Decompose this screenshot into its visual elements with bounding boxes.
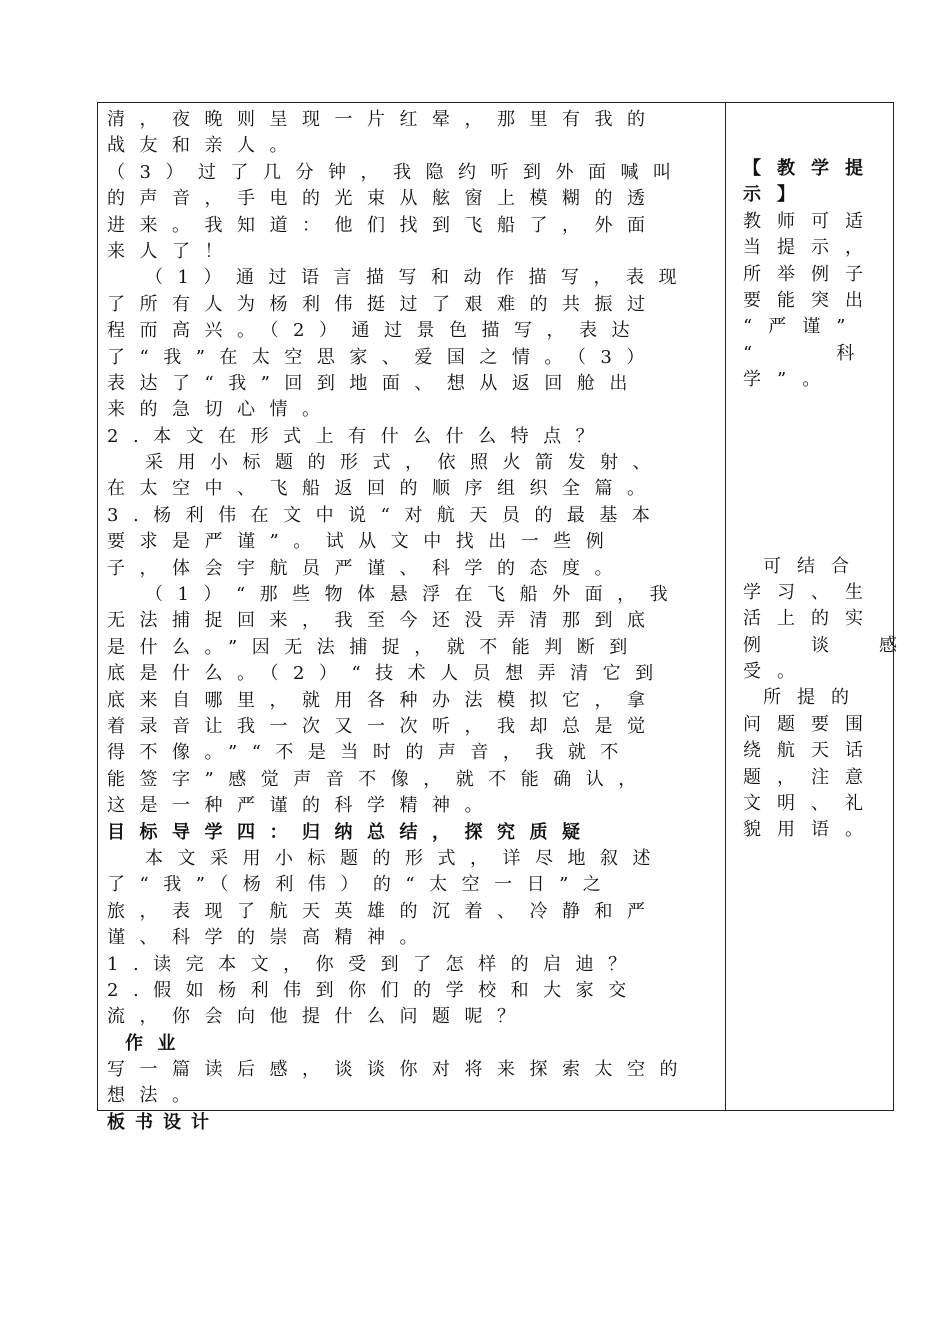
- section-heading: 目标导学四：归纳总结，探究质疑: [107, 821, 595, 843]
- text-line: 进来。我知道：他们找到飞船了，外面: [107, 214, 660, 236]
- note-line: 例 谈 感: [743, 634, 913, 656]
- text-line: 写一篇读后感，谈谈你对将来探索太空的: [107, 1059, 692, 1081]
- note-line: “ 科: [743, 342, 871, 364]
- text-line: 采用小标题的形式，依照火箭发射、: [145, 452, 665, 474]
- note-heading: 示】: [743, 184, 811, 206]
- note-line: 要能突出: [743, 289, 879, 311]
- teaching-notes-column: [726, 103, 913, 1111]
- note-heading: 【教学提: [743, 158, 879, 179]
- text-line: 谨、科学的崇高精神。: [107, 927, 432, 949]
- text-line: 来人了！: [107, 240, 237, 262]
- text-line: 战友和亲人。: [107, 135, 302, 157]
- text-line: 这是一种严谨的科学精神。: [107, 795, 497, 817]
- note-line: 貌用语。: [743, 819, 879, 841]
- text-line: 了“我”（杨利伟）的“太空一日”之: [107, 874, 616, 896]
- note-line: 当提示，: [743, 237, 879, 259]
- text-line: （1）“那些物体悬浮在飞船外面，我: [145, 584, 683, 606]
- note-line: “严谨”: [743, 316, 862, 338]
- text-line: （1）通过语言描写和动作描写，表现: [145, 267, 691, 289]
- text-line: 流，你会向他提什么问题呢？: [107, 1006, 530, 1028]
- text-line: 2.假如杨利伟到你们的学校和大家交: [107, 979, 641, 1001]
- section-heading: 作业: [125, 1032, 190, 1054]
- text-line: 3.杨利伟在文中说“对航天员的最基本: [107, 504, 665, 526]
- text-line: 是什么。”因无法捕捉，就不能判断到: [107, 636, 642, 658]
- main-content-column: [98, 103, 726, 1111]
- text-line: 要求是严谨”。试从文中找出一些例: [107, 531, 619, 553]
- text-line: 来的急切心情。: [107, 399, 335, 421]
- note-line: 绕航天话: [743, 740, 879, 762]
- text-line: 无法捕捉回来，我至今还没弄清那到底: [107, 610, 660, 632]
- text-line: 本文采用小标题的形式，详尽地叙述: [145, 847, 665, 869]
- text-line: 程而高兴。（2）通过景色描写，表达: [107, 320, 644, 342]
- text-line: 1.读完本文，你受到了怎样的启迪？: [107, 953, 641, 975]
- note-line: 活上的实: [743, 608, 879, 630]
- note-line: 所提的: [763, 687, 865, 709]
- text-line: 2.本文在形式上有什么什么特点？: [107, 425, 609, 447]
- lesson-plan-table: [97, 102, 913, 1111]
- text-line: 得不像。”“不是当时的声音，我就不: [107, 742, 633, 764]
- teaching-notes-block: [726, 103, 913, 844]
- text-line: 底是什么。（2）“技术人员想弄清它到: [107, 663, 668, 685]
- text-line: （3）过了几分钟，我隐约听到外面喊叫: [107, 161, 686, 183]
- teaching-tip-note: [743, 156, 883, 394]
- main-text-block: [98, 103, 725, 1110]
- text-line: 着录音让我一次又一次听，我却总是觉: [107, 715, 660, 737]
- note-line: 学习、生: [743, 581, 879, 603]
- text-line: 子，体会宇航员严谨、科学的态度。: [107, 557, 627, 579]
- note-line: 可结合: [763, 555, 865, 577]
- text-line: 清，夜晚则呈现一片红晕，那里有我的: [107, 109, 660, 130]
- note-line: 教师可适: [743, 210, 879, 232]
- note-line: 所举例子: [743, 263, 879, 285]
- text-line: 底来自哪里，就用各种办法模拟它，拿: [107, 689, 660, 711]
- note-line: 题，注意: [743, 766, 879, 788]
- note-line: 问题要围: [743, 713, 879, 735]
- text-line: 了所有人为杨利伟挺过了艰难的共振过: [107, 293, 660, 315]
- note-line: 受。: [743, 661, 811, 683]
- text-line: 想法。: [107, 1085, 205, 1107]
- note-line: 学”。: [743, 369, 837, 391]
- text-line: 能签字”感觉声音不像，就不能确认，: [107, 768, 651, 790]
- note-line: 文明、礼: [743, 793, 879, 815]
- text-line: 了“我”在太空思家、爱国之情。（3）: [107, 346, 659, 368]
- blackboard-design-heading: 板书设计: [107, 1112, 219, 1133]
- text-line: 旅，表现了航天英雄的沉着、冷静和严: [107, 900, 660, 922]
- text-line: 的声音，手电的光束从舷窗上模糊的透: [107, 188, 660, 210]
- discussion-note: [743, 554, 913, 844]
- text-line: 在太空中、飞船返回的顺序组织全篇。: [107, 478, 660, 500]
- text-line: 表达了“我”回到地面、想从返回舱出: [107, 372, 642, 394]
